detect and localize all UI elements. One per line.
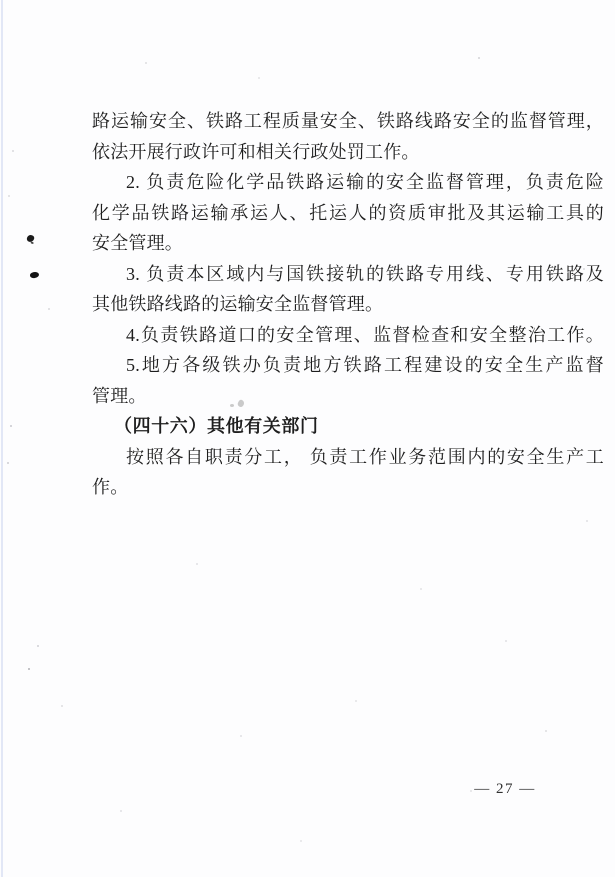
section-heading: （四十六）其他有关部门 (114, 416, 319, 436)
text-line: 路运输安全、铁路工程质量安全、铁路线路安全的监督管理， (92, 111, 604, 131)
page-number: — 27 — (474, 781, 536, 797)
text-line: 安全管理。 (92, 233, 183, 253)
body-text (92, 106, 604, 503)
text-line: 按照各自职责分工， 负责工作业务范围内的安全生产工 (126, 446, 604, 467)
text-line: 作。 (92, 477, 129, 497)
text-line: 4.负责铁路道口的安全管理、监督检查和安全整治工作。 (126, 324, 604, 345)
text-line: 管理。 (92, 385, 147, 406)
scan-noise (0, 0, 2, 2)
ink-smudge (230, 398, 246, 409)
ink-speck (29, 271, 39, 279)
text-line: 化学品铁路运输承运人、托运人的资质审批及其运输工具的 (92, 202, 604, 223)
scan-edge-line (1, 0, 3, 877)
text-line: 3. 负责本区域内与国铁接轨的铁路专用线、专用铁路及 (126, 263, 604, 284)
ink-speck (26, 234, 35, 243)
text-line: 5.地方各级铁办负责地方铁路工程建设的安全生产监督 (126, 355, 604, 375)
text-line: 其他铁路线路的运输安全监督管理。 (92, 294, 384, 314)
text-line: 依法开展行政许可和相关行政处罚工作。 (92, 141, 420, 162)
text-line: 2. 负责危险化学品铁路运输的安全监督管理，负责危险 (126, 172, 604, 192)
